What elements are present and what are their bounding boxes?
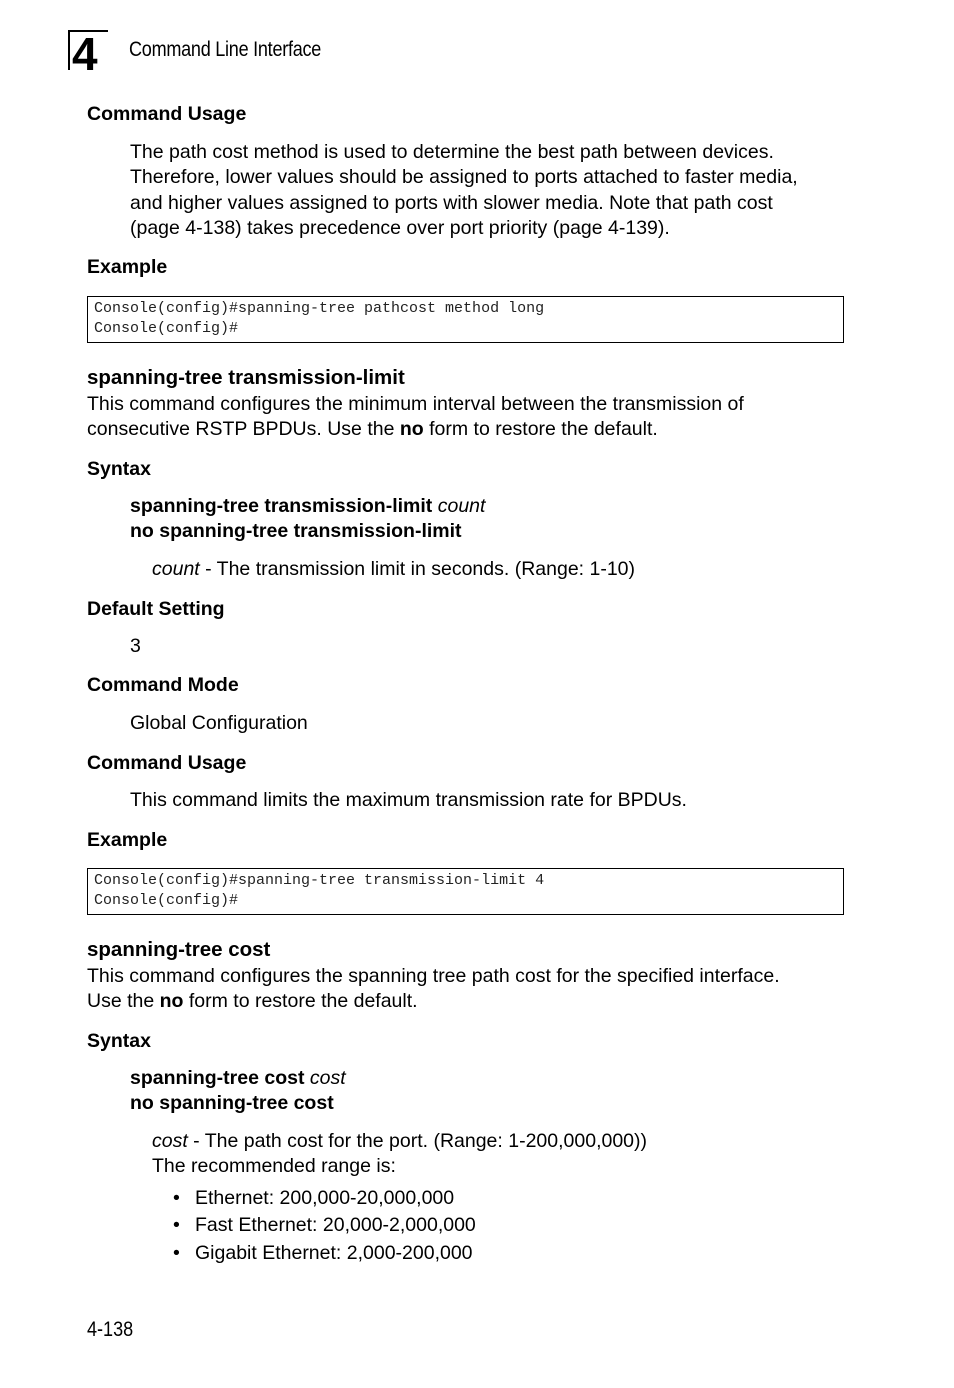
- syntax-heading: Syntax: [87, 1030, 151, 1052]
- description-line: Use the no form to restore the default.: [87, 990, 418, 1013]
- command-usage-text: This command limits the maximum transmission rate for BPDUs.: [130, 789, 687, 811]
- example-heading: Example: [87, 256, 168, 278]
- command-usage-heading: Command Usage: [87, 103, 247, 125]
- example-code-block: [87, 868, 844, 915]
- syntax-heading: Syntax: [87, 458, 151, 480]
- command-title: spanning-tree transmission-limit: [87, 366, 405, 389]
- code-line: Console(config)#spanning-tree pathcost method long: [94, 300, 545, 317]
- list-item: • Gigabit Ethernet: 2,000-200,000: [173, 1242, 473, 1264]
- bullet-icon: •: [173, 1214, 180, 1236]
- usage-line: The path cost method is used to determine the best path between devices.: [130, 141, 774, 163]
- example-code-block: [87, 296, 844, 343]
- bullet-icon: •: [173, 1242, 180, 1264]
- syntax-line: no spanning-tree cost: [130, 1092, 334, 1114]
- syntax-block: [130, 494, 485, 544]
- description-line: consecutive RSTP BPDUs. Use the no form to restore the default.: [87, 418, 658, 441]
- description-line: This command configures the spanning tree path cost for the specified interface.: [87, 965, 780, 987]
- command-description: [87, 964, 780, 1015]
- list-item: • Ethernet: 200,000-20,000,000: [173, 1187, 455, 1209]
- usage-line: (page 4-138) takes precedence over port priority (page 4-139).: [130, 216, 670, 239]
- description-line: This command configures the minimum interval between the transmission of: [87, 393, 744, 415]
- list-item: • Fast Ethernet: 20,000-2,000,000: [173, 1214, 476, 1236]
- syntax-block: [130, 1066, 346, 1116]
- code-line: Console(config)#spanning-tree transmission-limit 4: [94, 872, 545, 889]
- recommended-range-text: The recommended range is:: [152, 1155, 396, 1178]
- running-header-title: Command Line Interface: [129, 38, 322, 61]
- command-title: spanning-tree cost: [87, 938, 271, 961]
- usage-line: Therefore, lower values should be assigned to ports attached to faster media,: [130, 166, 798, 189]
- bullet-icon: •: [173, 1187, 180, 1209]
- usage-line: and higher values assigned to ports with slower media. Note that path cost: [130, 191, 773, 214]
- page-number: 4-138: [87, 1318, 134, 1341]
- default-value: 3: [130, 635, 141, 657]
- command-usage-heading: Command Usage: [87, 752, 247, 774]
- syntax-line: spanning-tree transmission-limit count: [130, 495, 486, 517]
- command-usage-text: [130, 140, 798, 241]
- command-description: [87, 392, 744, 443]
- command-mode-value: Global Configuration: [130, 712, 308, 734]
- command-mode-heading: Command Mode: [87, 674, 239, 696]
- code-line: Console(config)#: [94, 892, 239, 909]
- syntax-line: no spanning-tree transmission-limit: [130, 520, 462, 542]
- example-heading: Example: [87, 829, 168, 851]
- default-setting-heading: Default Setting: [87, 598, 225, 620]
- syntax-line: spanning-tree cost cost: [130, 1067, 346, 1089]
- code-line: Console(config)#: [94, 320, 239, 337]
- chapter-number: 4: [68, 30, 108, 70]
- parameter-description: cost - The path cost for the port. (Range: 1-200,000,000)) The recommended range is:: [152, 1129, 647, 1180]
- parameter-description: count - The transmission limit in seconds. (Range: 1-10): [152, 558, 636, 580]
